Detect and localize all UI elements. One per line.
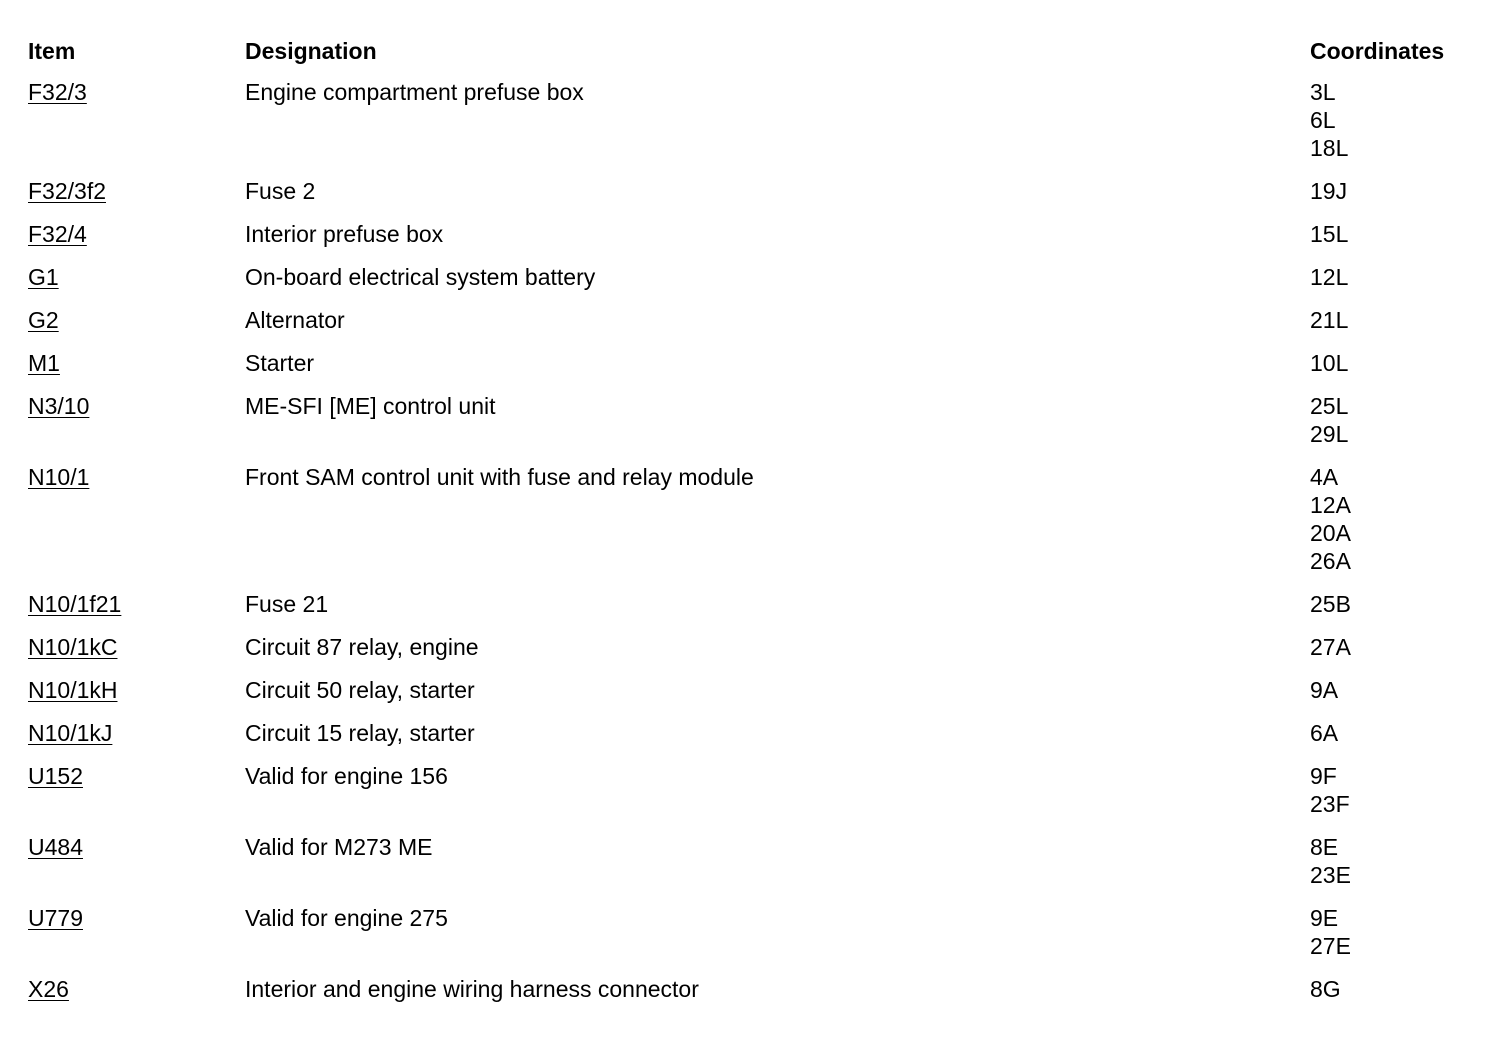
designation-cell: Circuit 15 relay, starter bbox=[245, 720, 475, 746]
coordinate-value: 9E bbox=[1310, 905, 1339, 931]
component-legend-table bbox=[28, 36, 1488, 1018]
designation-cell: Front SAM control unit with fuse and relay module bbox=[245, 464, 754, 490]
item-cell bbox=[28, 78, 245, 162]
item-cell bbox=[28, 463, 245, 575]
coordinates-cell bbox=[1310, 306, 1488, 334]
table-row bbox=[28, 306, 1488, 334]
coordinate-value: 23E bbox=[1310, 862, 1351, 888]
coordinate-value: 26A bbox=[1310, 548, 1351, 574]
item-link[interactable]: U779 bbox=[28, 905, 83, 931]
item-cell bbox=[28, 633, 245, 661]
item-cell bbox=[28, 177, 245, 205]
designation-cell: Fuse 21 bbox=[245, 591, 329, 617]
coordinates-cell bbox=[1310, 719, 1488, 747]
item-link[interactable]: U152 bbox=[28, 763, 83, 789]
designation-cell: Valid for engine 156 bbox=[245, 763, 448, 789]
item-cell bbox=[28, 975, 245, 1003]
item-link[interactable]: F32/4 bbox=[28, 221, 87, 247]
coordinate-value: 20A bbox=[1310, 520, 1351, 546]
designation-cell: On-board electrical system battery bbox=[245, 264, 596, 290]
item-link[interactable]: M1 bbox=[28, 350, 60, 376]
designation-cell: Interior prefuse box bbox=[245, 221, 444, 247]
item-link[interactable]: N10/1kJ bbox=[28, 720, 113, 746]
coordinate-value: 15L bbox=[1310, 221, 1349, 247]
designation-cell: Fuse 2 bbox=[245, 178, 316, 204]
table-row bbox=[28, 349, 1488, 377]
designation-cell: Circuit 50 relay, starter bbox=[245, 677, 475, 703]
coordinate-value: 10L bbox=[1310, 350, 1349, 376]
coordinates-cell bbox=[1310, 590, 1488, 618]
item-cell bbox=[28, 392, 245, 448]
coordinates-cell bbox=[1310, 392, 1488, 448]
coordinate-value: 8G bbox=[1310, 976, 1341, 1002]
item-cell bbox=[28, 590, 245, 618]
table-row bbox=[28, 833, 1488, 889]
item-link[interactable]: G2 bbox=[28, 307, 59, 333]
header-designation: Designation bbox=[245, 38, 377, 64]
item-link[interactable]: G1 bbox=[28, 264, 59, 290]
item-cell bbox=[28, 220, 245, 248]
table-row bbox=[28, 904, 1488, 960]
table-row bbox=[28, 975, 1488, 1003]
coordinates-cell bbox=[1310, 975, 1488, 1003]
table-row bbox=[28, 762, 1488, 818]
coordinates-cell bbox=[1310, 349, 1488, 377]
item-link[interactable]: N3/10 bbox=[28, 393, 90, 419]
designation-cell: Interior and engine wiring harness connector bbox=[245, 976, 699, 1002]
coordinate-value: 3L bbox=[1310, 79, 1336, 105]
coordinate-value: 21L bbox=[1310, 307, 1349, 333]
coordinate-value: 9F bbox=[1310, 763, 1337, 789]
designation-cell: Valid for M273 ME bbox=[245, 834, 433, 860]
designation-cell: Starter bbox=[245, 350, 315, 376]
coordinate-value: 27E bbox=[1310, 933, 1351, 959]
coordinate-value: 25L bbox=[1310, 393, 1349, 419]
table-row bbox=[28, 392, 1488, 448]
coordinate-value: 25B bbox=[1310, 591, 1351, 617]
item-link[interactable]: F32/3 bbox=[28, 79, 87, 105]
item-cell bbox=[28, 349, 245, 377]
coordinate-value: 12A bbox=[1310, 492, 1351, 518]
coordinate-value: 12L bbox=[1310, 264, 1349, 290]
coordinate-value: 19J bbox=[1310, 178, 1348, 204]
item-cell bbox=[28, 263, 245, 291]
item-link[interactable]: X26 bbox=[28, 976, 69, 1002]
table-row bbox=[28, 177, 1488, 205]
coordinate-value: 18L bbox=[1310, 135, 1349, 161]
item-link[interactable]: N10/1kC bbox=[28, 634, 118, 660]
table-row bbox=[28, 463, 1488, 575]
table-header bbox=[28, 36, 1488, 67]
item-link[interactable]: N10/1 bbox=[28, 464, 90, 490]
item-cell bbox=[28, 833, 245, 889]
table-row bbox=[28, 590, 1488, 618]
coordinates-cell bbox=[1310, 78, 1488, 162]
coordinate-value: 29L bbox=[1310, 421, 1349, 447]
table-row bbox=[28, 78, 1488, 162]
item-cell bbox=[28, 676, 245, 704]
coordinates-cell bbox=[1310, 833, 1488, 889]
item-link[interactable]: U484 bbox=[28, 834, 83, 860]
coordinate-value: 6L bbox=[1310, 107, 1336, 133]
coordinates-cell bbox=[1310, 633, 1488, 661]
header-item: Item bbox=[28, 38, 76, 64]
item-cell bbox=[28, 719, 245, 747]
table-row bbox=[28, 220, 1488, 248]
item-cell bbox=[28, 306, 245, 334]
coordinates-cell bbox=[1310, 762, 1488, 818]
coordinate-value: 9A bbox=[1310, 677, 1339, 703]
table-row bbox=[28, 719, 1488, 747]
item-link[interactable]: N10/1f21 bbox=[28, 591, 122, 617]
coordinate-value: 4A bbox=[1310, 464, 1339, 490]
coordinates-cell bbox=[1310, 463, 1488, 575]
designation-cell: Engine compartment prefuse box bbox=[245, 79, 584, 105]
coordinate-value: 8E bbox=[1310, 834, 1339, 860]
designation-cell: Circuit 87 relay, engine bbox=[245, 634, 479, 660]
coordinate-value: 6A bbox=[1310, 720, 1339, 746]
designation-cell: Alternator bbox=[245, 307, 345, 333]
header-coordinates: Coordinates bbox=[1310, 38, 1445, 64]
item-cell bbox=[28, 762, 245, 818]
coordinates-cell bbox=[1310, 904, 1488, 960]
table-row bbox=[28, 633, 1488, 661]
coordinate-value: 23F bbox=[1310, 791, 1350, 817]
table-row bbox=[28, 676, 1488, 704]
item-link[interactable]: N10/1kH bbox=[28, 677, 118, 703]
item-cell bbox=[28, 904, 245, 960]
table-body bbox=[28, 78, 1488, 1003]
designation-cell: ME-SFI [ME] control unit bbox=[245, 393, 496, 419]
coordinates-cell bbox=[1310, 220, 1488, 248]
coordinates-cell bbox=[1310, 177, 1488, 205]
designation-cell: Valid for engine 275 bbox=[245, 905, 448, 931]
table-row bbox=[28, 263, 1488, 291]
coordinates-cell bbox=[1310, 263, 1488, 291]
coordinate-value: 27A bbox=[1310, 634, 1351, 660]
item-link[interactable]: F32/3f2 bbox=[28, 178, 106, 204]
coordinates-cell bbox=[1310, 676, 1488, 704]
